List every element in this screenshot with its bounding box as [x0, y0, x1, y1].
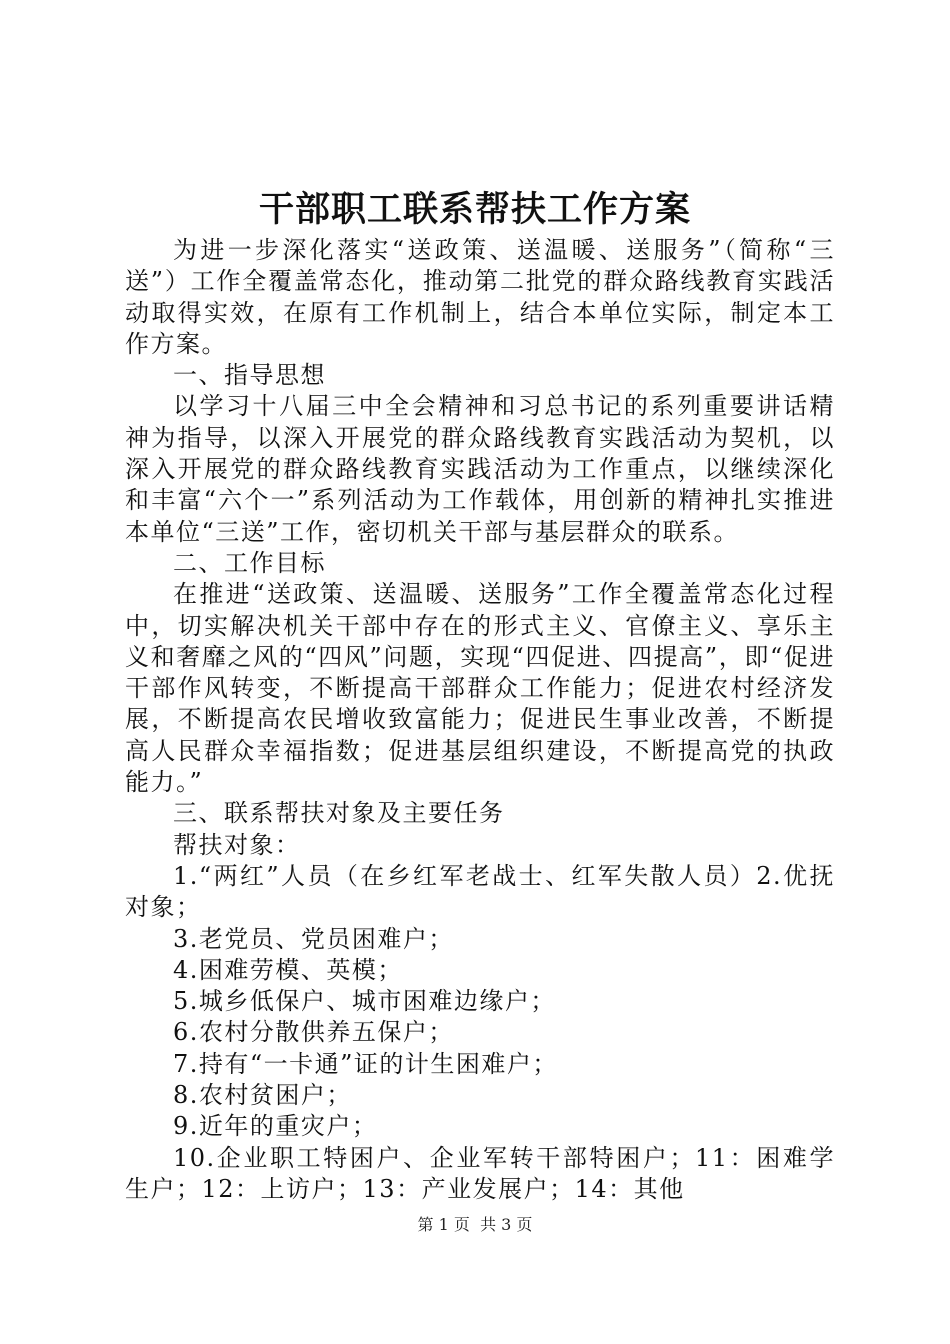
page-number-label: 第 1 页 共 3 页 [417, 1215, 533, 1234]
list-item: 10.企业职工特困户、企业军转干部特困户；11：困难学生户；12：上访户；13：产业发展户；14：其他 [125, 1143, 835, 1203]
document-body [125, 235, 835, 1205]
list-item: 6.农村分散供养五保户； [173, 1018, 454, 1047]
subheading-assistance-targets: 帮扶对象： [173, 830, 301, 859]
list-item: 1.“两红”人员（在乡红军老战士、红军失散人员）2.优抚对象； [125, 861, 835, 922]
page-footer [0, 1214, 950, 1236]
paragraph-guiding-ideology: 以学习十八届三中全会精神和习总书记的系列重要讲话精神为指导，以深入开展党的群众路线教育实践活动为契机，以深入开展党的群众路线教育实践活动为工作重点，以继续深化和丰富“六个一”系列活动为工作载体，用创新的精神扎实推进本单位“三送”工作，密切机关干部与基层群众的联系。 [125, 392, 835, 546]
section-heading-work-goals: 二、工作目标 [173, 548, 326, 577]
section-heading-targets-and-tasks: 三、联系帮扶对象及主要任务 [173, 799, 505, 828]
paragraph-intro: 为进一步深化落实“送政策、送温暖、送服务”（简称“三送”）工作全覆盖常态化，推动第二批党的群众路线教育实践活动取得实效，在原有工作机制上，结合本单位实际，制定本工作方案。 [125, 236, 835, 358]
document-title: 干部职工联系帮扶工作方案 [258, 189, 691, 230]
list-item: 4.困难劳模、英模； [173, 955, 403, 984]
list-item: 7.持有“一卡通”证的计生困难户； [173, 1049, 558, 1078]
paragraph-work-goals: 在推进“送政策、送温暖、送服务”工作全覆盖常态化过程中，切实解决机关干部中存在的形式主义、官僚主义、享乐主义和奢靡之风的“四风”问题，实现“四促进、四提高”，即“促进干部作风转变，不断提高干部群众工作能力；促进农村经济发展，不断提高农民增收致富能力；促进民生事业改善，不断提高人民群众幸福指数；促进基层组织建设，不断提高党的执政能力。” [125, 580, 835, 797]
section-heading-guiding-ideology: 一、指导思想 [173, 361, 326, 390]
list-item: 9.近年的重灾户； [173, 1112, 378, 1141]
list-item: 3.老党员、党员困难户； [173, 924, 454, 953]
list-item: 5.城乡低保户、城市困难边缘户； [173, 987, 556, 1016]
list-item: 8.农村贫困户； [173, 1081, 352, 1110]
